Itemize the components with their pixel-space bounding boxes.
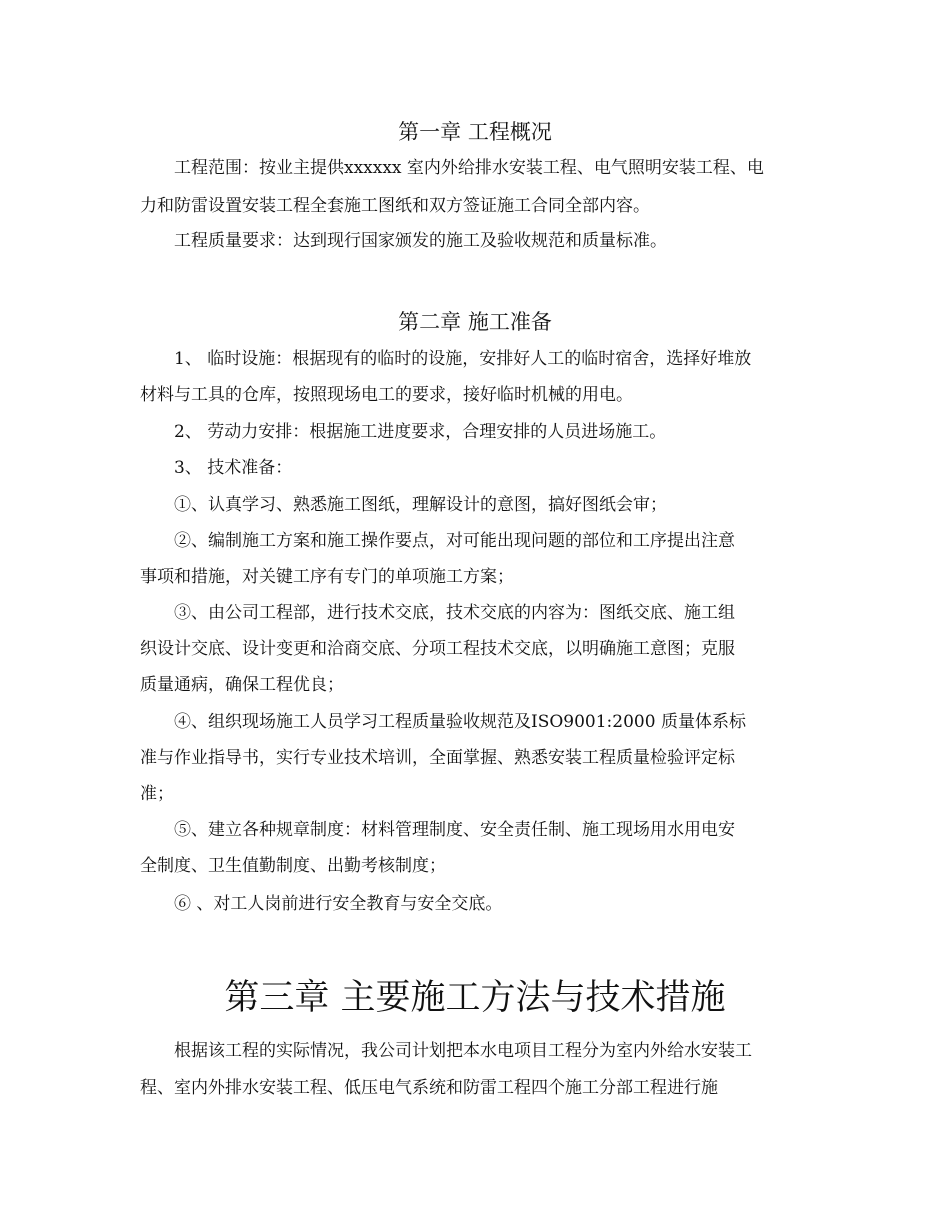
tech-item-3-line-3: 质量通病，确保工程优良； xyxy=(140,675,344,695)
item-1-line-2: 材料与工具的仓库，按照现场电工的要求，接好临时机械的用电。 xyxy=(140,385,633,405)
tech-item-2-line-2: 事项和措施，对关键工序有专门的单项施工方案； xyxy=(140,567,514,587)
item-1-line-1: 1、 临时设施：根据现有的临时的设施，安排好人工的临时宿舍，选择好堆放 xyxy=(174,349,752,369)
item-2-line-1: 2、 劳动力安排：根据施工进度要求，合理安排的人员进场施工。 xyxy=(174,422,667,442)
tech-item-5-line-2: 全制度、卫生值勤制度、出勤考核制度； xyxy=(140,856,446,876)
chapter-2-title: 第二章 施工准备 xyxy=(398,310,552,334)
chapter-1-title: 第一章 工程概况 xyxy=(398,120,552,144)
tech-item-1-line-1: ①、认真学习、熟悉施工图纸，理解设计的意图，搞好图纸会审； xyxy=(174,495,667,515)
tech-item-2-line-1: ②、编制施工方案和施工操作要点，对可能出现问题的部位和工序提出注意 xyxy=(174,531,735,551)
chapter-3-title: 第三章 主要施工方法与技术措施 xyxy=(224,978,726,1018)
chapter-3-intro-line-1: 根据该工程的实际情况，我公司计划把本水电项目工程分为室内外给水安装工 xyxy=(174,1041,752,1061)
tech-item-4-line-1: ④、组织现场施工人员学习工程质量验收规范及ISO9001:2000 质量体系标 xyxy=(174,712,746,732)
tech-item-5-line-1: ⑤、建立各种规章制度：材料管理制度、安全责任制、施工现场用水用电安 xyxy=(174,820,735,840)
tech-item-4-line-3: 准； xyxy=(140,784,174,804)
item-3-line-1: 3、 技术准备： xyxy=(174,458,293,478)
scope-line-1: 工程范围：按业主提供xxxxxx 室内外给排水安装工程、电气照明安装工程、电 xyxy=(174,158,764,178)
tech-item-6-line-1: ⑥ 、对工人岗前进行安全教育与安全交底。 xyxy=(174,894,503,914)
quality-requirement: 工程质量要求：达到现行国家颁发的施工及验收规范和质量标准。 xyxy=(174,231,667,251)
scope-line-2: 力和防雷设置安装工程全套施工图纸和双方签证施工合同全部内容。 xyxy=(140,196,650,216)
tech-item-3-line-2: 织设计交底、设计变更和洽商交底、分项工程技术交底，以明确施工意图；克服 xyxy=(140,639,735,659)
chapter-3-intro-line-2: 程、室内外排水安装工程、低压电气系统和防雷工程四个施工分部工程进行施 xyxy=(140,1078,718,1098)
tech-item-3-line-1: ③、由公司工程部，进行技术交底，技术交底的内容为：图纸交底、施工组 xyxy=(174,603,735,623)
tech-item-4-line-2: 准与作业指导书，实行专业技术培训，全面掌握、熟悉安装工程质量检验评定标 xyxy=(140,748,735,768)
